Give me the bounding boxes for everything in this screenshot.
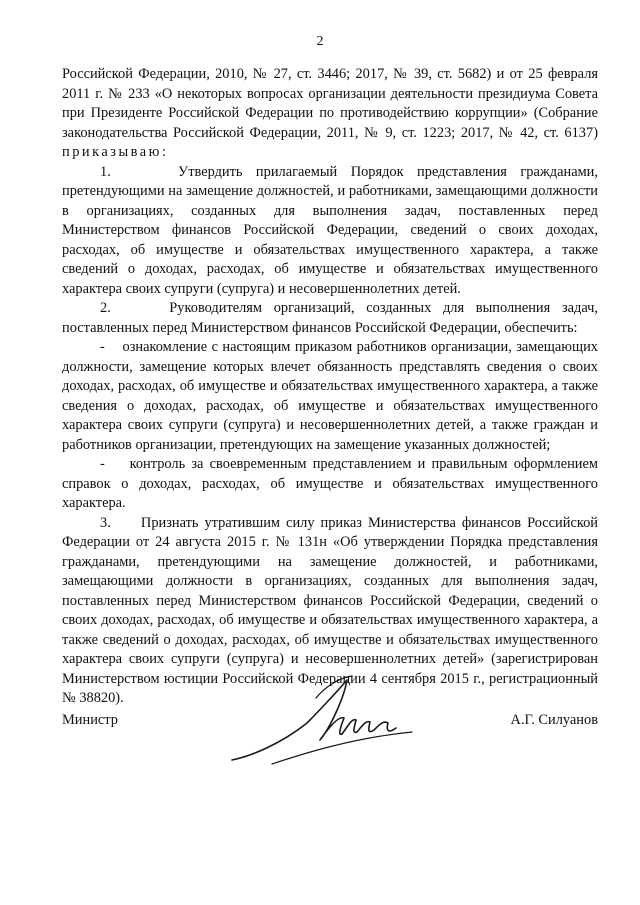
subitem-2-dash: - <box>100 456 105 472</box>
item-1-number: 1. <box>100 163 111 180</box>
item-1-text: Утвердить прилагаемый Порядок представления гражданами, претендующими на замещение должностей, и работниками, замещающими должности в организациях, созданных для выполнения задач, поставленных перед Министерством финансов Российской Федерации, сведений о своих доходах, расходах, об имуществе и обязательствах имущественного характера, а также сведений о доходах, расходах, об имуществе и обязательствах имущественного характера своих супруги (супруга) и несовершеннолетних детей. <box>62 163 598 297</box>
item-1 <box>62 163 598 300</box>
order-word: приказываю: <box>62 144 169 160</box>
item-3-text: Признать утратившим силу приказ Министерства финансов Российской Федерации от 24 августа 2015 г. № 131н «Об утверждении Порядка представления гражданами, претендующими на замещение должностей, и работниками, замещающими должности в организациях, созданных для выполнения задач, поставленных перед Министерством финансов Российской Федерации, сведений о своих доходах, расходах, об имуществе и обязательствах имущественного характера, а также сведений о доходах, расходах, об имуществе и обязательствах имущественного характера своих супруги (супруга) и несовершеннолетних детей» (зарегистрирован Министерством юстиции Российской Федерации 4 сентября 2015 г., регистрационный № 38820). <box>62 514 598 706</box>
page-number: 2 <box>316 34 324 49</box>
intro-text: Российской Федерации, 2010, № 27, ст. 3446; 2017, № 39, ст. 5682) и от 25 февраля 2011 г. № 233 «О некоторых вопросах организации деятельности президиума Совета при Президенте Российской Федерации по противодействию коррупции» (Собрание законодательства Российской Федерации, 2011, № 9, ст. 1223; 2017, № 42, ст. 6137) <box>62 66 598 141</box>
document-body <box>62 65 598 709</box>
signature-block <box>62 668 598 778</box>
subitem-1-dash: - <box>100 339 105 355</box>
item-2 <box>62 299 598 338</box>
item-3-number: 3. <box>100 514 111 531</box>
subitem-1 <box>62 338 598 455</box>
intro-paragraph <box>62 65 598 163</box>
handwritten-signature <box>212 668 422 773</box>
subitem-1-text: ознакомление с настоящим приказом работников организации, замещающих должности, замещение которых влечет обязанность представлять сведения о своих доходах, расходах, об имуществе и обязательствах имущественного характера, а также сведения о доходах, расходах, об имуществе и обязательствах имущественного характера своих супруги (супруга) и несовершеннолетних детей, а также граждан и работников организации, претендующих на замещение указанных должностей; <box>62 339 598 453</box>
signatory-name: А.Г. Силуанов <box>510 712 598 728</box>
signatory-title: Министр <box>62 712 118 728</box>
subitem-2-text: контроль за своевременным представлением и правильным оформлением справок о доходах, расходах, об имуществе и обязательствах имущественного характера. <box>62 456 598 511</box>
item-2-number: 2. <box>100 300 111 316</box>
item-2-text: Руководителям организаций, созданных для выполнения задач, поставленных перед Министерством финансов Российской Федерации, обеспечить: <box>62 300 598 336</box>
subitem-2 <box>62 455 598 514</box>
